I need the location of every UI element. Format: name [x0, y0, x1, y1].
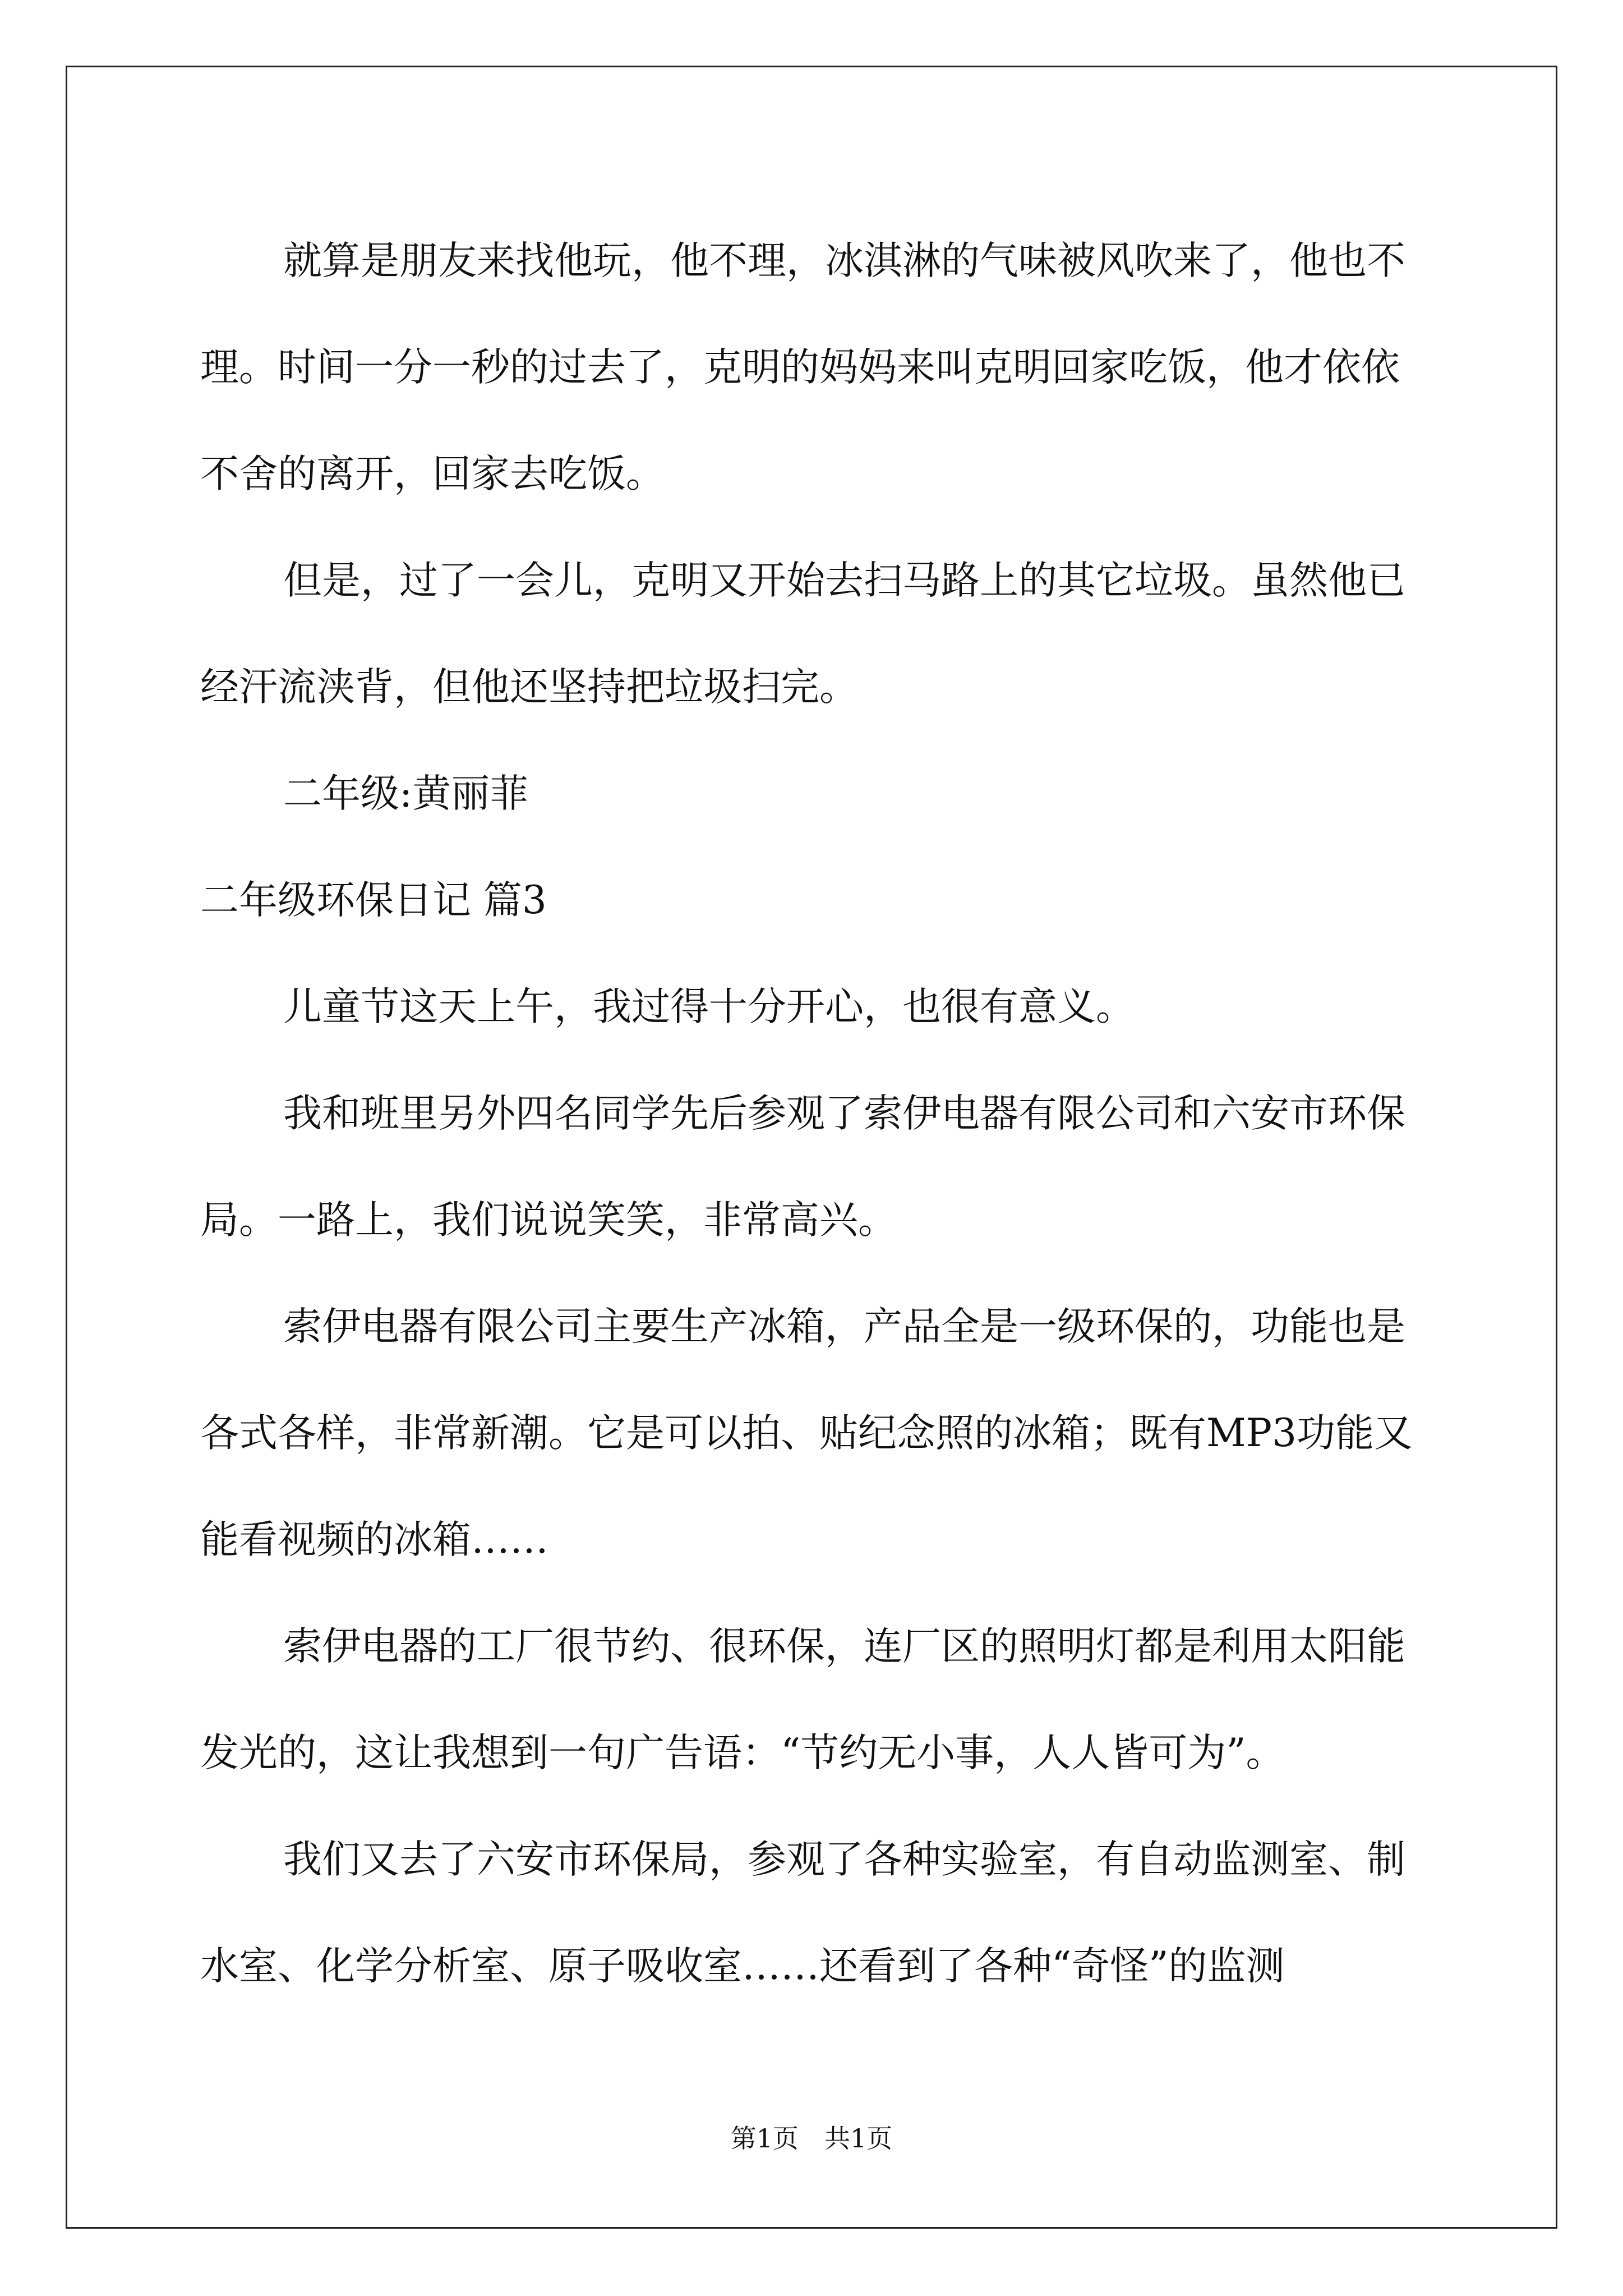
paragraph: 索伊电器有限公司主要生产冰箱，产品全是一级环保的，功能也是各式各样，非常新潮。它是可以拍、贴纪念照的冰箱；既有MP3功能又能看视频的冰箱……: [200, 1304, 1413, 1562]
paragraph: 索伊电器的工厂很节约、很环保，连厂区的照明灯都是利用太阳能发光的，这让我想到一句广告语：“节约无小事，人人皆可为”。: [200, 1624, 1405, 1775]
paragraph: 但是，过了一会儿，克明又开始去扫马路上的其它垃圾。虽然他已经汗流浃背，但他还坚持把垃圾扫完。: [200, 558, 1405, 710]
paragraph: 就算是朋友来找他玩，他不理，冰淇淋的气味被风吹来了，他也不理。时间一分一秒的过去了，克明的妈妈来叫克明回家吃饭，他才依依不舍的离开，回家去吃饭。: [200, 238, 1405, 496]
paragraph: 儿童节这天上午，我过得十分开心，也很有意义。: [283, 984, 1135, 1029]
page-number-footer: 第1页 共1页: [730, 2123, 893, 2154]
section-heading: 二年级环保日记 篇3: [200, 878, 547, 923]
paragraph: 二年级:黄丽菲: [283, 771, 529, 816]
paragraph: 我和班里另外四名同学先后参观了索伊电器有限公司和六安市环保局。一路上，我们说说笑笑，非常高兴。: [200, 1091, 1405, 1243]
document-body: [200, 208, 1423, 2019]
paragraph: 我们又去了六安市环保局，参观了各种实验室，有自动监测室、制水室、化学分析室、原子吸收室……还看到了各种“奇怪”的监测: [200, 1837, 1405, 1989]
